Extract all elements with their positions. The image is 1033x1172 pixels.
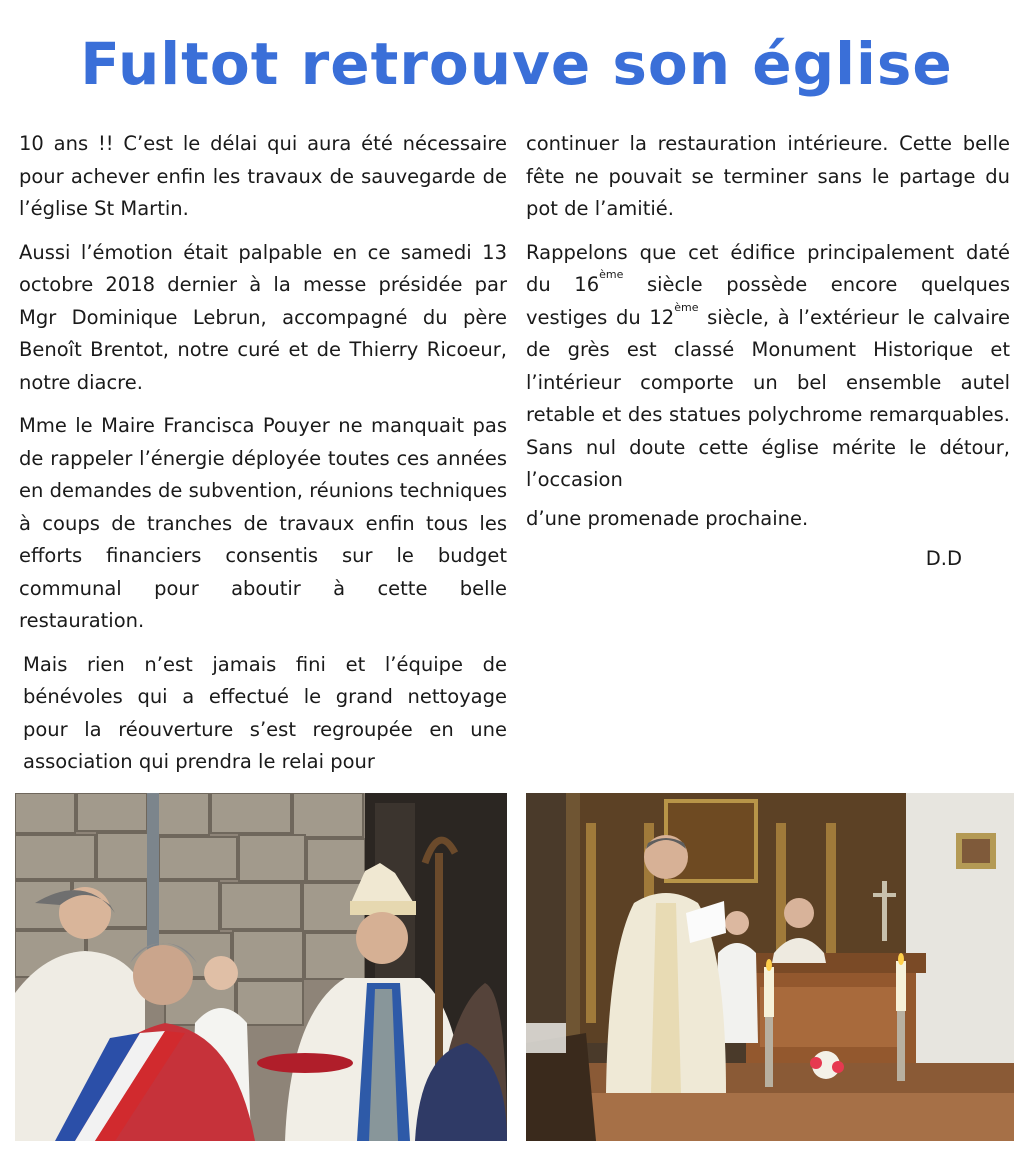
- paragraph-intro: 10 ans !! C’est le délai qui aura été nécessaire pour achever enfin les travaux de sauvegarde de l’église St Martin.: [19, 132, 507, 220]
- paragraph-continuation: continuer la restauration intérieure. Cette belle fête ne pouvait se terminer sans le partage du pot de l’amitié.: [526, 132, 1010, 220]
- photo-bishop-greeting: [15, 793, 507, 1141]
- signature: D.D: [925, 547, 962, 570]
- paragraph-mayor: Mme le Maire Francisca Pouyer ne manquait pas de rappeler l’énergie déployée toutes ces années en demandes de subvention, réunions techniques à coups de tranches de travaux enfin tous les efforts financiers consentis sur le budget communal pour aboutir à cette belle restauration.: [19, 414, 507, 632]
- superscript-ordinal: ème: [599, 268, 624, 281]
- page-title: Fultot retrouve son église: [80, 30, 953, 98]
- article-right-column: [526, 128, 1010, 576]
- paragraph-volunteers: Mais rien n’est jamais fini et l’équipe de bénévoles qui a effectué le grand nettoyage pour la réouverture s’est regroupée en une association qui prendra le relai pour: [23, 652, 507, 773]
- paragraph-mass: Aussi l’émotion était palpable en ce samedi 13 octobre 2018 dernier à la messe présidée par Mgr Dominique Lebrun, accompagné du père Benoît Brentot, notre curé et de Thierry Ricoeur, notre diacre.: [19, 240, 507, 394]
- photo-priest-at-altar: [526, 793, 1014, 1141]
- paragraph-closing: d’une promenade prochaine.: [526, 506, 809, 530]
- article-left-column: [19, 128, 507, 779]
- superscript-ordinal: ème: [674, 300, 699, 314]
- paragraph-history: Rappelons que cet édifice principalement daté du 16ème siècle possède encore quelques vestiges du 12ème siècle, à l’extérieur le calvaire de grès est classé Monument Historique et l’intérieur comporte un bel ensemble autel retable et des statues polychrome remarquables. Sans nul doute cette église mérite le détour, l’occasion: [526, 240, 1011, 491]
